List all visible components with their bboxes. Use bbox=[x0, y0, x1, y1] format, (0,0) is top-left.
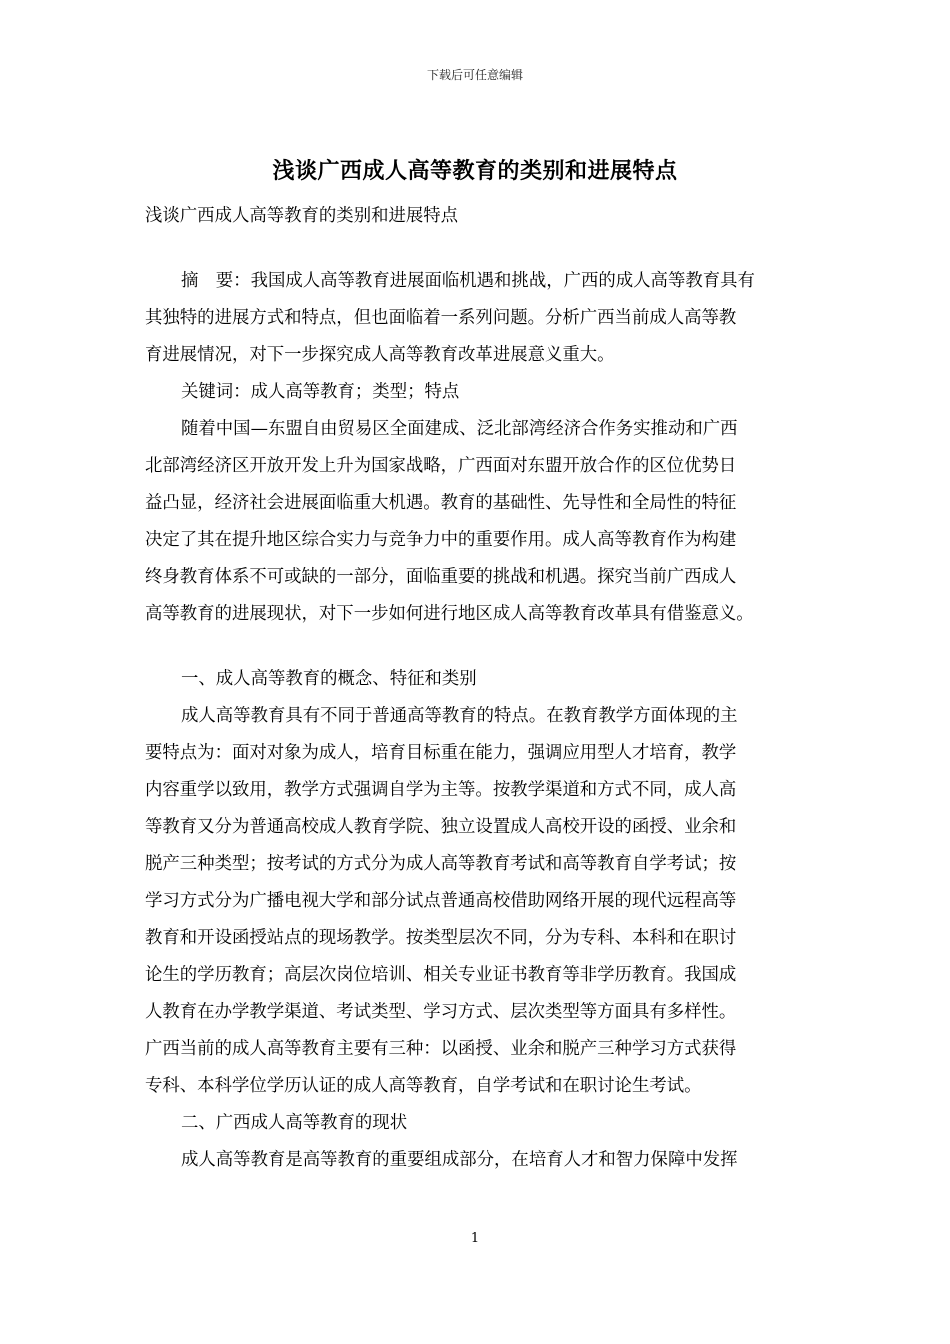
abstract-line: 其独特的进展方式和特点，但也面临着一系列问题。分析广西当前成人高等教 bbox=[145, 308, 737, 328]
section1-paragraph bbox=[145, 698, 807, 1105]
section2-heading: 二、广西成人高等教育的现状 bbox=[181, 1113, 408, 1133]
section1-line: 脱产三种类型；按考试的方式分为成人高等教育考试和高等教育自学考试；按 bbox=[145, 854, 737, 874]
intro-line: 高等教育的进展现状，对下一步如何进行地区成人高等教育改革具有借鉴意义。 bbox=[145, 604, 754, 624]
section1-heading: 一、成人高等教育的概念、特征和类别 bbox=[181, 669, 477, 689]
spacer bbox=[145, 235, 807, 263]
page-header: 下载后可任意编辑 bbox=[426, 68, 523, 82]
section1-line: 教育和开设函授站点的现场教学。按类型层次不同，分为专科、本科和在职讨 bbox=[145, 928, 737, 948]
subtitle: 浅谈广西成人高等教育的类别和进展特点 bbox=[145, 206, 459, 226]
section1-line: 等教育又分为普通高校成人教育学院、独立设置成人高校开设的函授、业余和 bbox=[145, 817, 737, 837]
section2-paragraph bbox=[145, 1142, 807, 1179]
section2-line: 成人高等教育是高等教育的重要组成部分，在培育人才和智力保障中发挥 bbox=[181, 1150, 738, 1170]
section1-line: 成人高等教育具有不同于普通高等教育的特点。在教育教学方面体现的主 bbox=[181, 706, 738, 726]
document-title: 浅谈广西成人高等教育的类别和进展特点 bbox=[272, 158, 678, 184]
section1-line: 内容重学以致用，教学方式强调自学为主等。按教学渠道和方式不同，成人高 bbox=[145, 780, 737, 800]
section1-line: 广西当前的成人高等教育主要有三种：以函授、业余和脱产三种学习方式获得 bbox=[145, 1039, 737, 1059]
intro-line: 益凸显，经济社会进展面临重大机遇。教育的基础性、先导性和全局性的特征 bbox=[145, 493, 737, 513]
section1-line: 人教育在办学教学渠道、考试类型、学习方式、层次类型等方面具有多样性。 bbox=[145, 1002, 737, 1022]
intro-paragraph bbox=[145, 411, 807, 633]
section1-line: 学习方式分为广播电视大学和部分试点普通高校借助网络开展的现代远程高等 bbox=[145, 891, 737, 911]
section1-line: 论生的学历教育；高层次岗位培训、相关专业证书教育等非学历教育。我国成 bbox=[145, 965, 737, 985]
intro-line: 终身教育体系不可或缺的一部分，面临重要的挑战和机遇。探究当前广西成人 bbox=[145, 567, 737, 587]
section1-line: 要特点为：面对对象为成人，培育目标重在能力，强调应用型人才培育，教学 bbox=[145, 743, 737, 763]
page-number: 1 bbox=[470, 1231, 480, 1246]
keywords-line: 关键词：成人高等教育；类型；特点 bbox=[181, 382, 460, 402]
intro-line: 随着中国—东盟自由贸易区全面建成、泛北部湾经济合作务实推动和广西 bbox=[181, 419, 738, 439]
section1-line: 专科、本科学位学历认证的成人高等教育，自学考试和在职讨论生考试。 bbox=[145, 1076, 702, 1096]
intro-line: 北部湾经济区开放开发上升为国家战略，广西面对东盟开放合作的区位优势日 bbox=[145, 456, 737, 476]
abstract-line: 育进展情况，对下一步探究成人高等教育改革进展意义重大。 bbox=[145, 345, 615, 365]
intro-line: 决定了其在提升地区综合实力与竞争力中的重要作用。成人高等教育作为构建 bbox=[145, 530, 737, 550]
abstract-line: 摘 要：我国成人高等教育进展面临机遇和挑战，广西的成人高等教育具有 bbox=[181, 271, 755, 291]
document-body bbox=[145, 198, 807, 1179]
spacer bbox=[145, 633, 807, 661]
abstract-paragraph bbox=[145, 263, 807, 374]
